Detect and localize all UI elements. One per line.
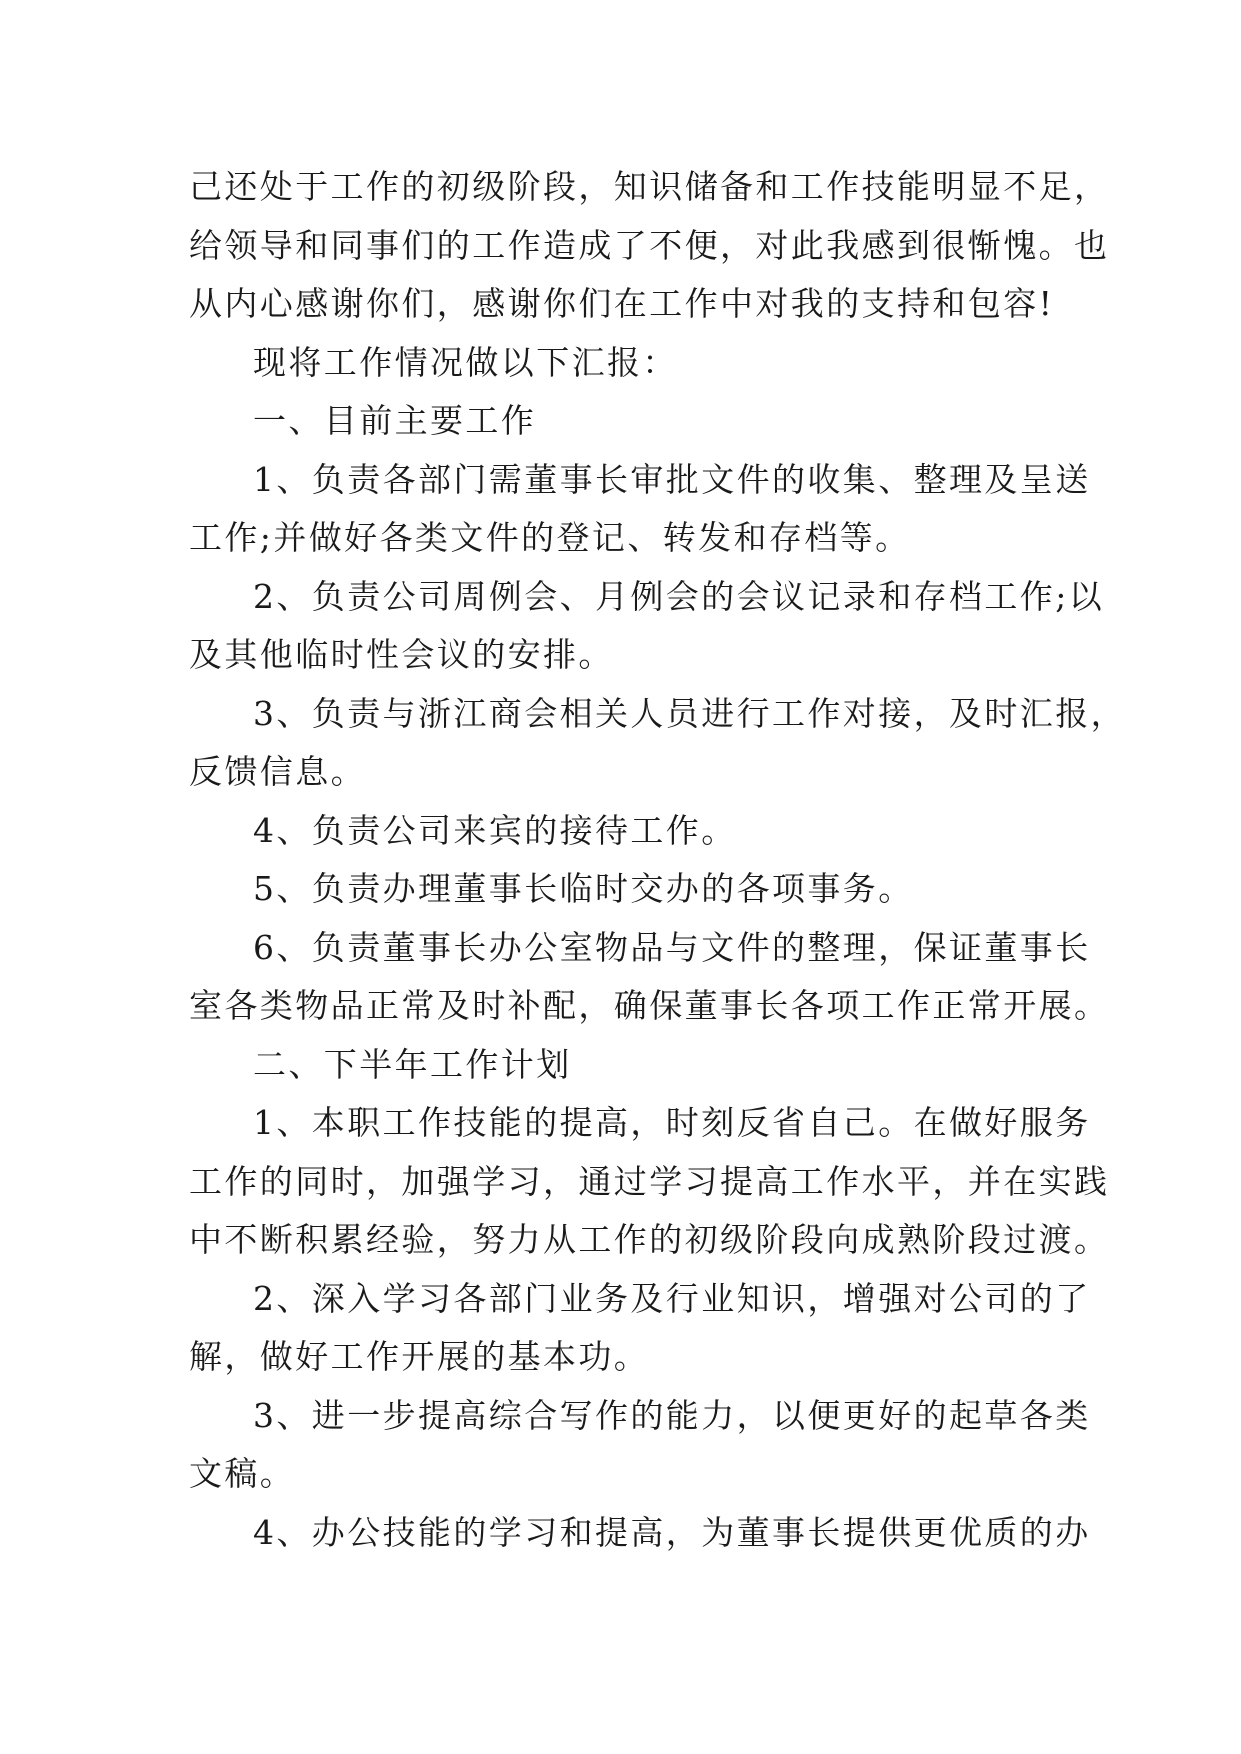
- text-line: 反馈信息。: [189, 752, 366, 791]
- text-line: 工作;并做好各类文件的登记、转发和存档等。: [189, 518, 911, 557]
- section-heading: 二、下半年工作计划: [253, 1044, 572, 1084]
- text-line: 己还处于工作的初级阶段，知识储备和工作技能明显不足，: [189, 167, 1110, 206]
- text-line: 及其他临时性会议的安排。: [189, 635, 614, 674]
- text-line: 解，做好工作开展的基本功。: [189, 1337, 650, 1376]
- text-line: 室各类物品正常及时补配，确保董事长各项工作正常开展。: [189, 986, 1110, 1025]
- text-line: 5、负责办理董事长临时交办的各项事务。: [253, 869, 914, 908]
- text-line: 2、深入学习各部门业务及行业知识，增强对公司的了: [253, 1278, 1091, 1318]
- text-line: 4、负责公司来宾的接待工作。: [253, 810, 737, 850]
- text-line: 现将工作情况做以下汇报：: [253, 342, 678, 382]
- text-line: 中不断积累经验，努力从工作的初级阶段向成熟阶段过渡。: [189, 1220, 1110, 1259]
- text-line: 4、办公技能的学习和提高，为董事长提供更优质的办: [253, 1512, 1091, 1552]
- text-line: 工作的同时，加强学习，通过学习提高工作水平，并在实践: [189, 1161, 1110, 1201]
- text-line: 2、负责公司周例会、月例会的会议记录和存档工作;以: [253, 576, 1105, 616]
- text-line: 给领导和同事们的工作造成了不便，对此我感到很惭愧。也: [189, 225, 1110, 265]
- text-line: 3、进一步提高综合写作的能力，以便更好的起草各类: [253, 1395, 1091, 1435]
- text-line: 文稿。: [189, 1454, 296, 1493]
- text-line: 3、负责与浙江商会相关人员进行工作对接，及时汇报，: [253, 693, 1126, 733]
- section-heading: 一、目前主要工作: [253, 401, 537, 440]
- document-body: [189, 158, 1126, 1562]
- text-line: 6、负责董事长办公室物品与文件的整理，保证董事长: [253, 927, 1091, 967]
- text-line: 从内心感谢你们，感谢你们在工作中对我的支持和包容!: [189, 284, 1055, 323]
- text-line: 1、负责各部门需董事长审批文件的收集、整理及呈送: [253, 459, 1091, 499]
- text-line: 1、本职工作技能的提高，时刻反省自己。在做好服务: [253, 1103, 1091, 1142]
